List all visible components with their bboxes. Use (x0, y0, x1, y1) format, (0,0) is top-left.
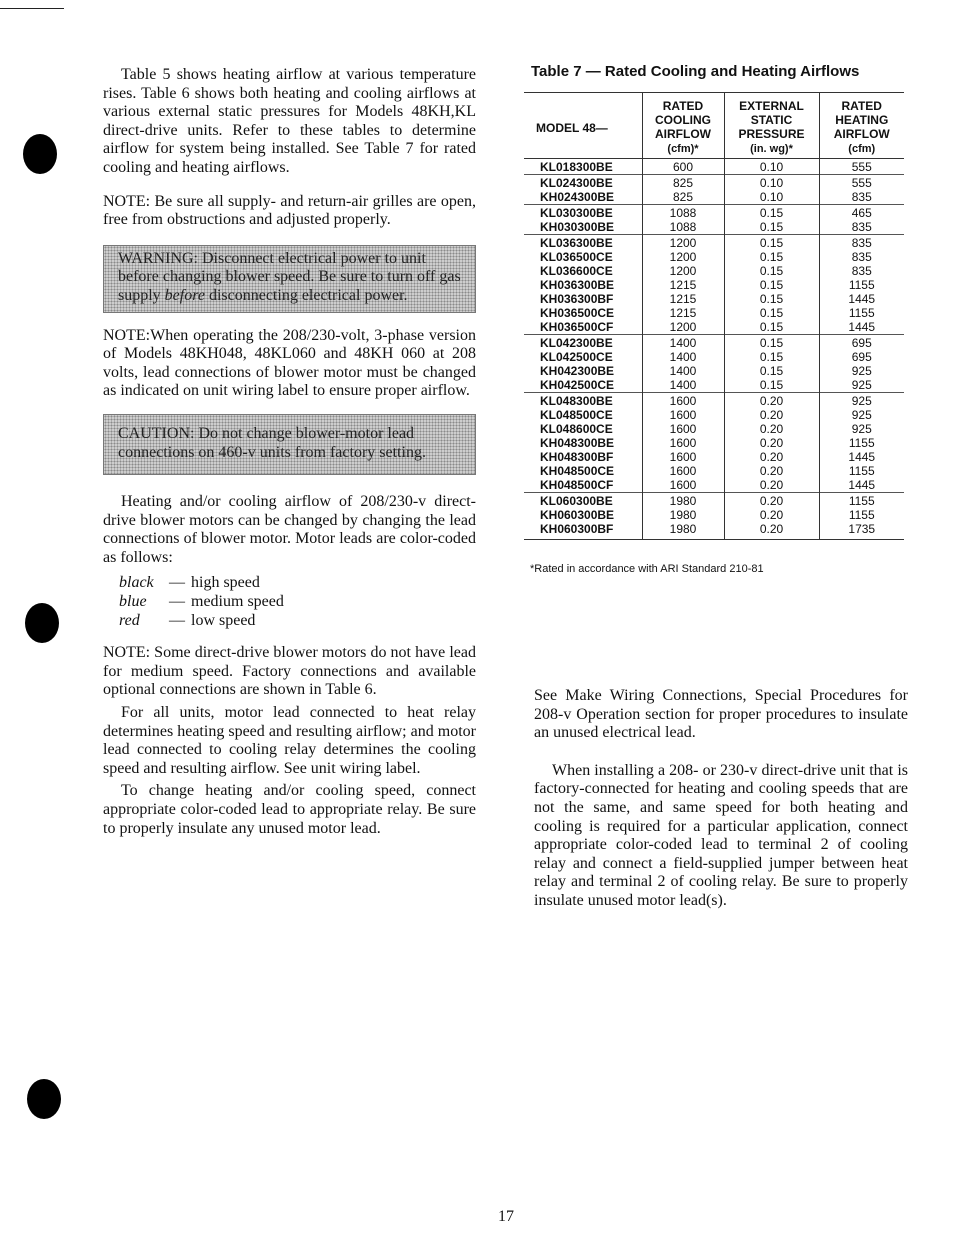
table-row (524, 159, 904, 175)
cell-heating-airflow: 925 (819, 393, 904, 409)
cell-static-pressure: 0.20 (724, 508, 819, 522)
cell-heating-airflow: 835 (819, 250, 904, 264)
cell-static-pressure: 0.15 (724, 364, 819, 378)
change-speed-paragraph: To change heating and/or cooling speed, connect appropriate color-coded lead to appropriate relay. Be sure to properly insulate any unused motor lead. (103, 782, 476, 837)
cell-heating-airflow: 1445 (819, 320, 904, 335)
table-footnote: *Rated in accordance with ARI Standard 210-81 (530, 563, 764, 575)
table-row (524, 350, 904, 364)
table-row (524, 205, 904, 221)
cell-heating-airflow: 1735 (819, 522, 904, 540)
cell-model: KH048300BE (540, 436, 615, 450)
cell-heating-airflow: 1155 (819, 464, 904, 478)
cell-cooling-airflow: 1980 (642, 522, 724, 540)
table-row (524, 175, 904, 191)
table-row (524, 264, 904, 278)
cell-heating-airflow: 695 (819, 350, 904, 364)
cell-heating-airflow: 835 (819, 220, 904, 235)
right-column (534, 687, 908, 911)
cell-model: KH036300BE (540, 278, 615, 292)
cell-heating-airflow: 555 (819, 175, 904, 191)
cell-model: KL042300BE (524, 335, 642, 351)
cell-heating-airflow: 555 (819, 159, 904, 175)
cell-model: KL024300BE (524, 175, 642, 191)
cell-cooling-airflow: 1200 (642, 235, 724, 251)
table-title: Table 7 — Rated Cooling and Heating Airflows (531, 63, 860, 80)
cell-model: KH042500CE (540, 378, 615, 392)
cell-cooling-airflow: 1600 (642, 478, 724, 493)
table-row (524, 235, 904, 251)
cell-heating-airflow: 925 (819, 422, 904, 436)
cell-cooling-airflow: 825 (642, 175, 724, 191)
cell-model: KL048300BE (524, 393, 642, 409)
cell-static-pressure: 0.20 (724, 478, 819, 493)
cell-static-pressure: 0.10 (724, 175, 819, 191)
table-row (524, 464, 904, 478)
table-row (524, 522, 904, 540)
cell-heating-airflow: 1155 (819, 278, 904, 292)
caution-box: CAUTION: Do not change blower-motor lead connections on 460-v units from factory setting. (103, 414, 476, 475)
cell-heating-airflow: 835 (819, 235, 904, 251)
header-model: MODEL 48— (524, 93, 642, 159)
cell-cooling-airflow: 1980 (642, 508, 724, 522)
header-heating: RATED HEATING AIRFLOW (cfm) (819, 93, 904, 159)
cell-heating-airflow: 1445 (819, 292, 904, 306)
binder-hole (27, 1079, 61, 1119)
cell-heating-airflow: 925 (819, 408, 904, 422)
cell-cooling-airflow: 1200 (642, 320, 724, 335)
cell-model: KH024300BE (540, 190, 615, 204)
cell-model: KH030300BE (540, 220, 615, 234)
cell-cooling-airflow: 825 (642, 190, 724, 205)
cell-heating-airflow: 835 (819, 264, 904, 278)
cell-model: KH036500CF (540, 320, 614, 334)
lead-red: red — low speed (119, 611, 256, 629)
table-row (524, 292, 904, 306)
cell-model: KH036500CE (540, 306, 615, 320)
cell-static-pressure: 0.15 (724, 278, 819, 292)
cell-cooling-airflow: 1600 (642, 464, 724, 478)
wiring-paragraph: See Make Wiring Connections, Special Procedures for 208-v Operation section for proper procedures to insulate an unused electrical lead. (534, 687, 908, 742)
lead-black: black — high speed (119, 574, 260, 592)
cell-static-pressure: 0.20 (724, 408, 819, 422)
table-row (524, 436, 904, 450)
cell-static-pressure: 0.15 (724, 350, 819, 364)
airflow-change-paragraph: Heating and/or cooling airflow of 208/230-v direct-drive blower motors can be changed by changing the lead connections of blower motor. Motor leads are color-coded as follows: (103, 493, 476, 566)
cell-model: KH048500CF (540, 478, 614, 492)
cell-model: KL042500CE (540, 350, 613, 364)
cell-cooling-airflow: 1215 (642, 306, 724, 320)
table-body (524, 159, 904, 540)
cell-heating-airflow: 835 (819, 190, 904, 205)
cell-cooling-airflow: 1600 (642, 422, 724, 436)
cell-heating-airflow: 925 (819, 364, 904, 378)
motor-lead-colors (119, 574, 476, 630)
table-row (524, 478, 904, 493)
cell-cooling-airflow: 1088 (642, 220, 724, 235)
cell-static-pressure: 0.15 (724, 320, 819, 335)
cell-cooling-airflow: 1400 (642, 350, 724, 364)
cell-static-pressure: 0.15 (724, 235, 819, 251)
rated-airflow-table (524, 92, 904, 540)
table-row (524, 364, 904, 378)
cell-model: KL036300BE (524, 235, 642, 251)
cell-heating-airflow: 1445 (819, 450, 904, 464)
cell-cooling-airflow: 1600 (642, 393, 724, 409)
cell-cooling-airflow: 1600 (642, 436, 724, 450)
cell-model: KL060300BE (524, 493, 642, 509)
cell-cooling-airflow: 600 (642, 159, 724, 175)
cell-model: KL036600CE (540, 264, 613, 278)
table-row (524, 422, 904, 436)
binder-hole (23, 134, 57, 174)
table-row (524, 250, 904, 264)
left-column (103, 66, 476, 838)
header-static: EXTERNAL STATIC PRESSURE (in. wg)* (724, 93, 819, 159)
relay-paragraph: For all units, motor lead connected to heat relay determines heating speed and resulting airflow; and motor lead connected to cooling relay determines the cooling speed and resulting airflow. See unit wiring label. (103, 704, 476, 777)
table-row (524, 393, 904, 409)
intro-paragraph: Table 5 shows heating airflow at various temperature rises. Table 6 shows both heating and cooling airflows at various external static pressures for Models 48KH,KL direct-drive units. Refer to these tables to determine airflow for system being installed. See Table 7 for rated cooling and heating airflows. (103, 66, 476, 176)
lead-blue: blue — medium speed (119, 593, 284, 611)
page-number: 17 (498, 1208, 514, 1225)
table-row (524, 306, 904, 320)
binder-hole (25, 603, 59, 643)
cell-static-pressure: 0.10 (724, 190, 819, 205)
top-rule (0, 8, 64, 9)
install-paragraph: When installing a 208- or 230-v direct-drive unit that is factory-connected for heating and cooling speeds that are not the same, and same speed for both heating and cooling is required for a particular application, connect appropriate color-coded lead to terminal 2 of cooling relay and connect a field-supplied jumper between heat relay and terminal 2 of cooling relay. Be sure to properly insulate unused motor lead(s). (534, 761, 908, 909)
cell-heating-airflow: 1155 (819, 508, 904, 522)
table-row (524, 220, 904, 235)
cell-model: KL048600CE (540, 422, 613, 436)
cell-model: KL030300BE (524, 205, 642, 221)
cell-cooling-airflow: 1400 (642, 378, 724, 393)
cell-cooling-airflow: 1088 (642, 205, 724, 221)
cell-cooling-airflow: 1400 (642, 364, 724, 378)
cell-model: KH048300BF (540, 450, 614, 464)
cell-cooling-airflow: 1600 (642, 450, 724, 464)
table-row (524, 508, 904, 522)
table-row (524, 378, 904, 393)
table-row (524, 278, 904, 292)
note-medium-lead: NOTE: Some direct-drive blower motors do not have lead for medium speed. Factory connections and available optional connections are shown in Table 6. (103, 644, 476, 699)
table-row (524, 450, 904, 464)
cell-static-pressure: 0.20 (724, 450, 819, 464)
cell-heating-airflow: 925 (819, 378, 904, 393)
cell-model: KH036300BF (540, 292, 614, 306)
cell-static-pressure: 0.20 (724, 393, 819, 409)
table-row (524, 408, 904, 422)
table-row (524, 190, 904, 205)
cell-static-pressure: 0.20 (724, 422, 819, 436)
cell-static-pressure: 0.15 (724, 335, 819, 351)
cell-model: KH042300BE (540, 364, 615, 378)
cell-heating-airflow: 465 (819, 205, 904, 221)
cell-cooling-airflow: 1200 (642, 250, 724, 264)
cell-heating-airflow: 1445 (819, 478, 904, 493)
cell-static-pressure: 0.15 (724, 264, 819, 278)
cell-model: KH060300BF (524, 522, 642, 540)
cell-static-pressure: 0.15 (724, 205, 819, 221)
cell-cooling-airflow: 1215 (642, 292, 724, 306)
cell-heating-airflow: 1155 (819, 306, 904, 320)
cell-heating-airflow: 695 (819, 335, 904, 351)
cell-model: KH048500CE (540, 464, 615, 478)
header-cooling: RATED COOLING AIRFLOW (cfm)* (642, 93, 724, 159)
cell-static-pressure: 0.15 (724, 292, 819, 306)
cell-cooling-airflow: 1980 (642, 493, 724, 509)
cell-static-pressure: 0.10 (724, 159, 819, 175)
cell-model: KL018300BE (524, 159, 642, 175)
cell-static-pressure: 0.15 (724, 378, 819, 393)
cell-static-pressure: 0.15 (724, 220, 819, 235)
cell-static-pressure: 0.20 (724, 493, 819, 509)
cell-heating-airflow: 1155 (819, 436, 904, 450)
cell-model: KL036500CE (540, 250, 613, 264)
cell-static-pressure: 0.15 (724, 250, 819, 264)
note-grilles: NOTE: Be sure all supply- and return-air grilles are open, free from obstructions and adjusted properly. (103, 192, 476, 229)
cell-heating-airflow: 1155 (819, 493, 904, 509)
cell-cooling-airflow: 1200 (642, 264, 724, 278)
warning-box: WARNING: Disconnect electrical power to unit before changing blower speed. Be sure to turn off gas supply before disconnecting electrical power. (103, 245, 476, 313)
table-row (524, 493, 904, 509)
cell-cooling-airflow: 1400 (642, 335, 724, 351)
note-208v: NOTE:When operating the 208/230-volt, 3-phase version of Models 48KH048, 48KL060 and 48KH 060 at 208 volts, lead connections of blower motor must be changed as indicated on unit wiring label to ensure proper airflow. (103, 326, 476, 400)
cell-static-pressure: 0.20 (724, 464, 819, 478)
table-header-row (524, 93, 904, 159)
cell-cooling-airflow: 1215 (642, 278, 724, 292)
cell-cooling-airflow: 1600 (642, 408, 724, 422)
cell-static-pressure: 0.20 (724, 436, 819, 450)
cell-model: KH060300BE (540, 508, 615, 522)
table-row (524, 320, 904, 335)
cell-model: KL048500CE (540, 408, 613, 422)
table-row (524, 335, 904, 351)
cell-static-pressure: 0.20 (724, 522, 819, 540)
cell-static-pressure: 0.15 (724, 306, 819, 320)
